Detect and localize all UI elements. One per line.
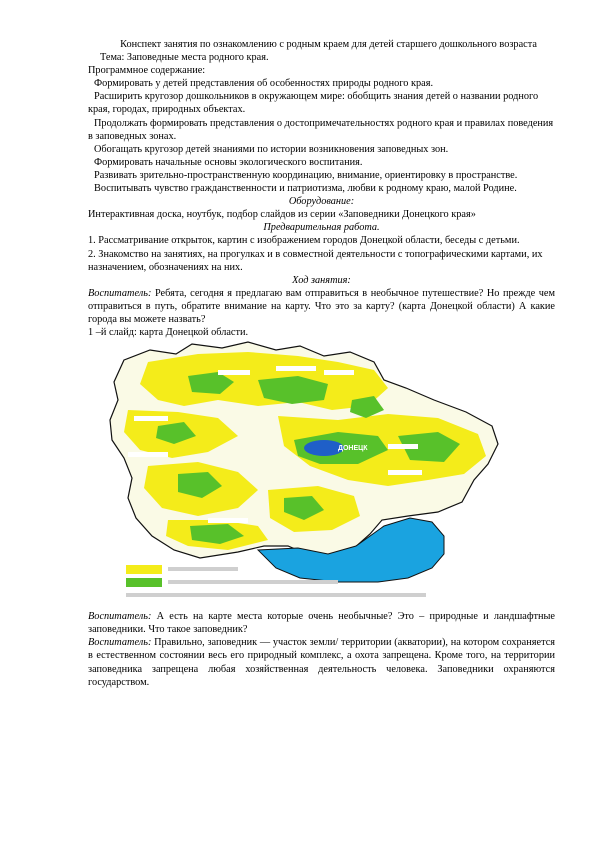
donetsk-region-map — [88, 340, 555, 606]
lesson-heading: Ход занятия: — [292, 274, 351, 286]
speaker-text: Ребята, сегодня я предлагаю вам отправиться в необычное путешествие? Но прежде чем отправиться в путь, обратите внимание на карту. Что это за карту? (карта Донецкой области) А какие города вы можете назвать? — [88, 287, 555, 325]
preliminary-heading: Предварительная работа. — [263, 222, 380, 234]
program-item: Обогащать кругозор детей знаниями по истории возникновения заповедных зон. — [94, 143, 449, 155]
legend-text-blur — [126, 593, 426, 597]
lesson-paragraph — [88, 636, 555, 688]
program-item: Воспитывать чувство гражданственности и патриотизма, любви к родному краю, малой Родине. — [94, 183, 517, 195]
map-label-box — [276, 366, 316, 371]
legend-swatch-green — [126, 578, 162, 587]
speaker-label: Воспитатель: — [88, 287, 152, 299]
map-label-box — [388, 444, 418, 449]
speaker-text: Правильно, заповедник — участок земли/ территории (акватории), на котором сохраняется в естественном состоянии весь его природный комплекс, а охота запрещена. Кроме того, на территории заповедника запрещена любая хозяйственная деятельность человека. Заповедники охраняются государством. — [88, 637, 555, 688]
lesson-paragraph — [88, 287, 555, 326]
map-label-box — [134, 416, 168, 421]
program-item: Формировать у детей представления об особенностях природы родного края. — [94, 78, 434, 90]
document-content — [88, 38, 555, 689]
map-label-box — [208, 518, 248, 523]
equipment-heading: Оборудование: — [288, 196, 355, 208]
city-label: ДОНЕЦК — [338, 445, 368, 453]
lesson-theme: Тема: Заповедные места родного края. — [100, 52, 269, 64]
legend-swatch-yellow — [126, 565, 162, 574]
preliminary-item: 2. Знакомство на занятиях, на прогулках и в совместной деятельности с топографическими картами, их назначением, обозначениях на них. — [88, 248, 543, 273]
map-label-box — [324, 370, 354, 375]
preliminary-item: 1. Рассматривание открыток, картин с изображением городов Донецкой области, беседы с детьми. — [88, 235, 520, 247]
legend-text-blur — [168, 567, 238, 571]
program-heading: Программное содержание: — [88, 65, 206, 77]
program-item: Развивать зрительно-пространственную координацию, внимание, ориентировку в пространстве. — [94, 169, 518, 181]
legend-text-blur — [168, 580, 338, 584]
slide-caption: 1 –й слайд: карта Донецкой области. — [88, 327, 249, 339]
map-label-box — [218, 370, 250, 375]
map-image — [88, 340, 555, 606]
program-item: Расширить кругозор дошкольников в окружающем мире: обобщить знания детей о названии родного края, городах, природных объектах. — [88, 91, 539, 116]
equipment-text: Интерактивная доска, ноутбук, подбор слайдов из серии «Заповедники Донецкого края» — [88, 209, 476, 221]
lesson-paragraph — [88, 610, 555, 636]
map-label-box — [128, 452, 168, 457]
map-label-box — [388, 470, 422, 475]
program-item: Формировать начальные основы экологического воспитания. — [94, 156, 363, 168]
speaker-text: А есть на карте места которые очень необычные? Это – природные и ландшафтные заповедники. Что такое заповедник? — [88, 611, 555, 636]
speaker-label: Воспитатель: — [88, 637, 152, 649]
speaker-label: Воспитатель: — [88, 611, 152, 623]
program-item: Продолжать формировать представления о достопримечательностях родного края и правилах поведения в заповедных зонах. — [88, 117, 554, 142]
document-title: Конспект занятия по ознакомлению с родным краем для детей старшего дошкольного возраста — [120, 39, 537, 50]
